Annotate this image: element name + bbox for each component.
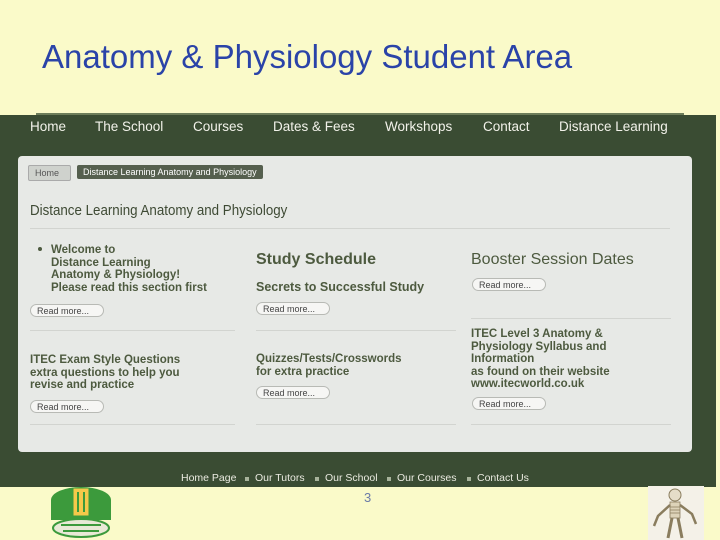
- slide-title: Anatomy & Physiology Student Area: [42, 38, 573, 75]
- nav-contact[interactable]: Contact: [483, 119, 530, 134]
- footer-our-tutors[interactable]: Our Tutors: [255, 472, 305, 484]
- row-divider: [30, 330, 235, 331]
- breadcrumb-home[interactable]: Home: [28, 165, 71, 181]
- itec-exam-line: revise and practice: [30, 379, 135, 391]
- heading-divider: [30, 228, 670, 229]
- welcome-line: Welcome to: [51, 244, 116, 256]
- syllabus-line: www.itecworld.co.uk: [471, 378, 585, 390]
- footer-contact-us[interactable]: Contact Us: [477, 472, 529, 484]
- page-number: 3: [364, 490, 372, 505]
- separator-icon: [467, 477, 471, 481]
- quizzes-line: Quizzes/Tests/Crosswords: [256, 353, 402, 365]
- nav-distance-learning[interactable]: Distance Learning: [559, 119, 668, 134]
- nav-the-school[interactable]: The School: [95, 119, 164, 134]
- booster-dates-link[interactable]: Booster Session Dates: [471, 251, 634, 268]
- separator-icon: [245, 477, 249, 481]
- welcome-line: Please read this section first: [51, 281, 207, 294]
- main-nav: [0, 118, 716, 140]
- syllabus-line: Information: [471, 353, 535, 365]
- itec-exam-line: extra questions to help you: [30, 366, 180, 379]
- syllabus-link[interactable]: [471, 328, 610, 391]
- nav-home[interactable]: Home: [30, 119, 67, 134]
- read-more-button[interactable]: Read more...: [256, 386, 330, 399]
- syllabus-line: ITEC Level 3 Anatomy &: [471, 328, 603, 340]
- itec-exam-link[interactable]: [30, 354, 180, 392]
- top-divider: [36, 113, 684, 115]
- quizzes-link[interactable]: [256, 353, 402, 378]
- read-more-button[interactable]: Read more...: [256, 302, 330, 315]
- syllabus-line: as found on their website: [471, 365, 610, 378]
- read-more-button[interactable]: Read more...: [472, 397, 546, 410]
- itec-exam-line: ITEC Exam Style Questions: [30, 354, 181, 366]
- content-panel: [18, 156, 692, 452]
- separator-icon: [315, 477, 319, 481]
- read-more-button[interactable]: Read more...: [30, 304, 104, 317]
- secrets-link[interactable]: Secrets to Successful Study: [256, 280, 425, 294]
- breadcrumb-current: Distance Learning Anatomy and Physiology: [77, 165, 263, 179]
- bullet-icon: [38, 247, 42, 251]
- quizzes-line: for extra practice: [256, 365, 350, 378]
- read-more-button[interactable]: Read more...: [472, 278, 546, 291]
- bottom-divider: [30, 424, 235, 425]
- footer-our-courses[interactable]: Our Courses: [397, 472, 457, 484]
- read-more-button[interactable]: Read more...: [30, 400, 104, 413]
- welcome-line: Anatomy & Physiology!: [51, 269, 181, 281]
- syllabus-line: Physiology Syllabus and: [471, 340, 607, 353]
- welcome-link[interactable]: [51, 244, 207, 294]
- skeleton-image: [648, 486, 704, 540]
- row-divider: [256, 330, 456, 331]
- school-logo: [45, 486, 117, 538]
- welcome-line: Distance Learning: [51, 256, 151, 269]
- study-schedule-link[interactable]: Study Schedule: [256, 251, 377, 268]
- page-heading: Distance Learning Anatomy and Physiology: [30, 203, 288, 219]
- nav-courses[interactable]: Courses: [193, 119, 244, 134]
- bottom-divider: [256, 424, 456, 425]
- bottom-divider: [471, 424, 671, 425]
- footer-home-page[interactable]: Home Page: [181, 472, 237, 484]
- row-divider: [471, 318, 671, 319]
- nav-dates-fees[interactable]: Dates & Fees: [273, 119, 355, 134]
- footer-our-school[interactable]: Our School: [325, 472, 378, 484]
- footer-nav: [0, 470, 716, 486]
- nav-workshops[interactable]: Workshops: [385, 119, 453, 134]
- separator-icon: [387, 477, 391, 481]
